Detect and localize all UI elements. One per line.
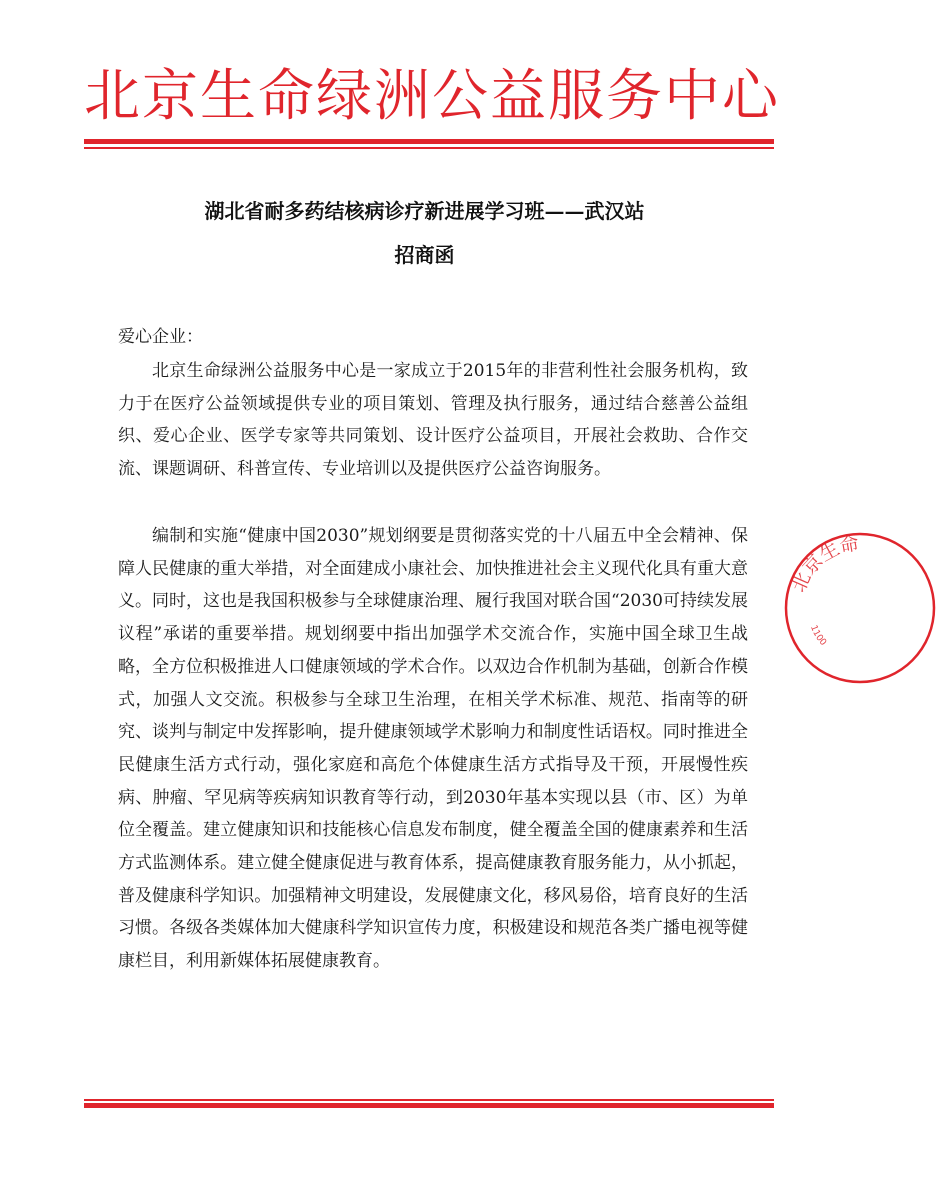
seal-number: 1100	[807, 623, 828, 648]
letterhead-rule-thick	[84, 139, 774, 144]
paragraph-healthy-china: 编制和实施“健康中国2030”规划纲要是贯彻落实党的十八届五中全会精神、保障人民健康的重大举措，对全面建成小康社会、加快推进社会主义现代化具有重大意义。同时，这也是我国积极参与全球健康治理、履行我国对联合国“2030可持续发展议程”承诺的重要举措。规划纲要中指出加强学术交流合作，实施中国全球卫生战略，全方位积极推进人口健康领域的学术合作。以双边合作机制为基础，创新合作模式，加强人文交流。积极参与全球卫生治理，在相关学术标准、规范、指南等的研究、谈判与制定中发挥影响，提升健康领域学术影响力和制度性话语权。同时推进全民健康生活方式行动，强化家庭和高危个体健康生活方式指导及干预，开展慢性疾病、肿瘤、罕见病等疾病知识教育等行动，到2030年基本实现以县（市、区）为单位全覆盖。建立健康知识和技能核心信息发布制度，健全覆盖全国的健康素养和生活方式监测体系。建立健全健康促进与教育体系，提高健康教育服务能力，从小抓起，普及健康科学知识。加强精神文明建设，发展健康文化，移风易俗，培育良好的生活习惯。各级各类媒体加大健康科学知识宣传力度，积极建设和规范各类广播电视等健康栏目，利用新媒体拓展健康教育。	[118, 526, 748, 972]
official-seal	[780, 528, 940, 688]
footer-rule-thick	[84, 1103, 774, 1108]
letterhead-org-name: 北京生命绿洲公益服务中心	[84, 64, 780, 129]
svg-text:1100	[808, 624, 828, 648]
letterhead-rule-thin	[84, 147, 774, 149]
salutation: 爱心企业：	[118, 327, 203, 347]
document-subtitle: 招商函	[394, 243, 455, 267]
footer-rule-thin	[84, 1099, 774, 1101]
svg-text:北京生命	[788, 532, 861, 595]
seal-text: 北京生命	[787, 532, 861, 596]
document-title: 湖北省耐多药结核病诊疗新进展学习班——武汉站	[204, 199, 645, 223]
paragraph-intro: 北京生命绿洲公益服务中心是一家成立于2015年的非营利性社会服务机构，致力于在医疗公益领域提供专业的项目策划、管理及执行服务，通过结合慈善公益组织、爱心企业、医学专家等共同策划、设计医疗公益项目，开展社会救助、合作交流、课题调研、科普宣传、专业培训以及提供医疗公益咨询服务。	[118, 361, 748, 480]
